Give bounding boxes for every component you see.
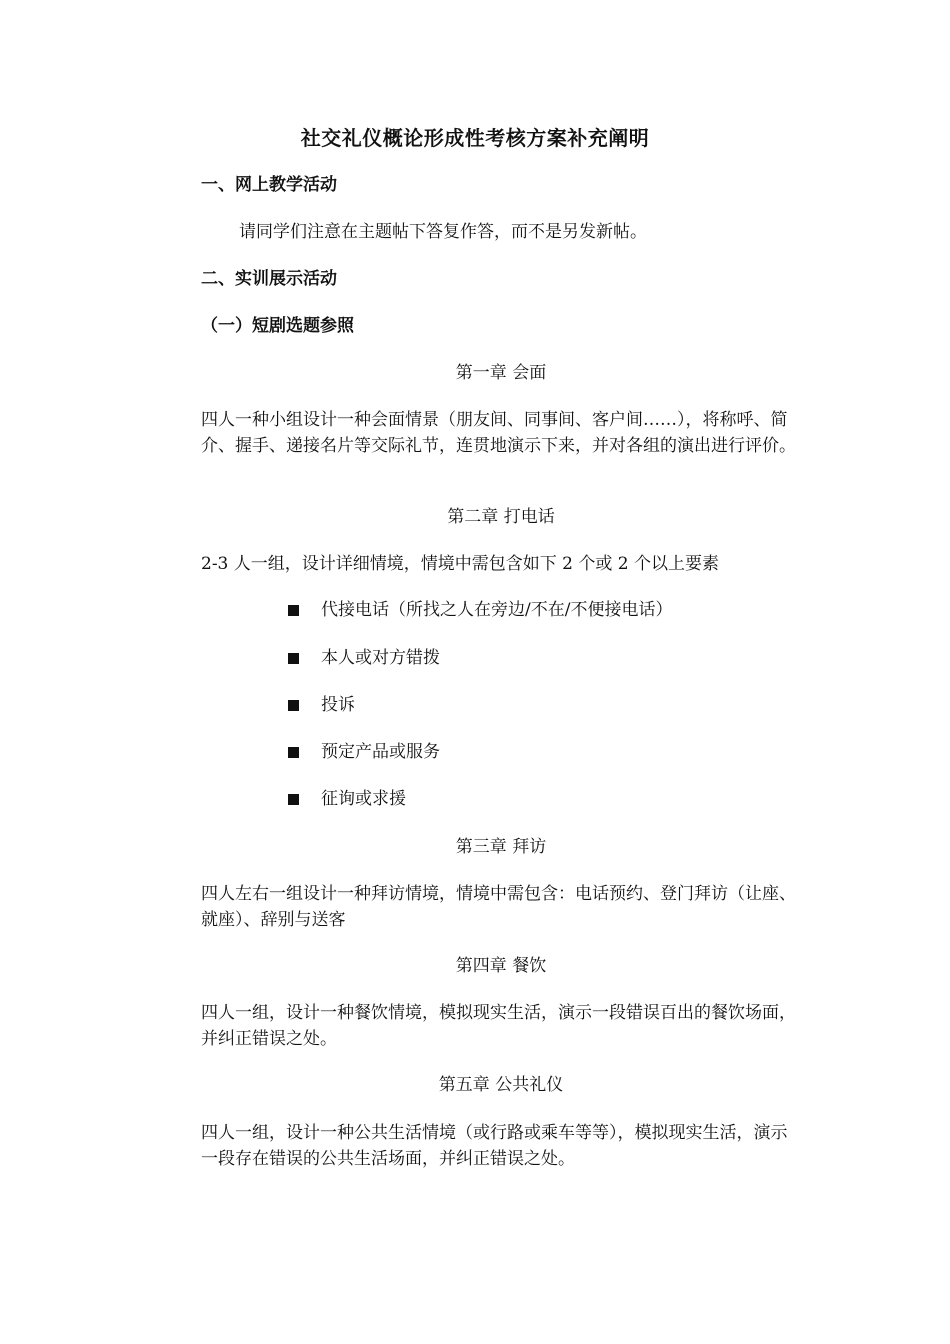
list-item-label: 投诉 — [321, 695, 355, 715]
list-item — [288, 740, 440, 764]
chapter-3-text: 四人左右一组设计一种拜访情境，情境中需包含：电话预约、登门拜访（让座、就座）、辞别与送客 — [201, 884, 796, 930]
chapter-2-text: 2-3 人一组，设计详细情境，情境中需包含如下 2 个或 2 个以上要素 — [201, 554, 720, 574]
document-title: 社交礼仪概论形成性考核方案补充阐明 — [300, 126, 650, 150]
chapter-3-title: 第三章 拜访 — [455, 837, 547, 857]
list-item — [288, 646, 440, 670]
subheading-short-play-topics: （一）短剧选题参照 — [201, 316, 354, 336]
section-online-teaching-text: 请同学们注意在主题帖下答复作答，而不是另发新帖。 — [239, 222, 647, 242]
square-bullet-icon — [288, 605, 299, 616]
chapter-1-text: 四人一种小组设计一种会面情景（朋友间、同事间、客户间……），将称呼、简介、握手、递接名片等交际礼节，连贯地演示下来，并对各组的演出进行评价。 — [201, 410, 796, 456]
list-item-label: 征询或求援 — [321, 789, 406, 809]
chapter-1-title: 第一章 会面 — [455, 363, 547, 383]
square-bullet-icon — [288, 794, 299, 805]
square-bullet-icon — [288, 700, 299, 711]
list-item-label: 预定产品或服务 — [321, 742, 440, 762]
list-item — [288, 598, 672, 622]
section-heading-online-teaching: 一、网上教学活动 — [201, 175, 337, 195]
list-item-label: 本人或对方错拨 — [321, 648, 440, 668]
list-item — [288, 787, 406, 811]
chapter-4-title: 第四章 餐饮 — [455, 956, 547, 976]
square-bullet-icon — [288, 653, 299, 664]
square-bullet-icon — [288, 747, 299, 758]
chapter-4-text: 四人一组，设计一种餐饮情境，模拟现实生活，演示一段错误百出的餐饮场面，并纠正错误之处。 — [201, 1003, 796, 1049]
chapter-5-text: 四人一组，设计一种公共生活情境（或行路或乘车等等），模拟现实生活，演示一段存在错误的公共生活场面，并纠正错误之处。 — [201, 1123, 788, 1169]
list-item-label: 代接电话（所找之人在旁边/不在/不便接电话） — [321, 600, 673, 620]
chapter-2-title: 第二章 打电话 — [447, 507, 555, 527]
list-item — [288, 693, 355, 717]
chapter-5-title: 第五章 公共礼仪 — [438, 1075, 564, 1095]
section-heading-practical-training: 二、实训展示活动 — [201, 269, 337, 289]
